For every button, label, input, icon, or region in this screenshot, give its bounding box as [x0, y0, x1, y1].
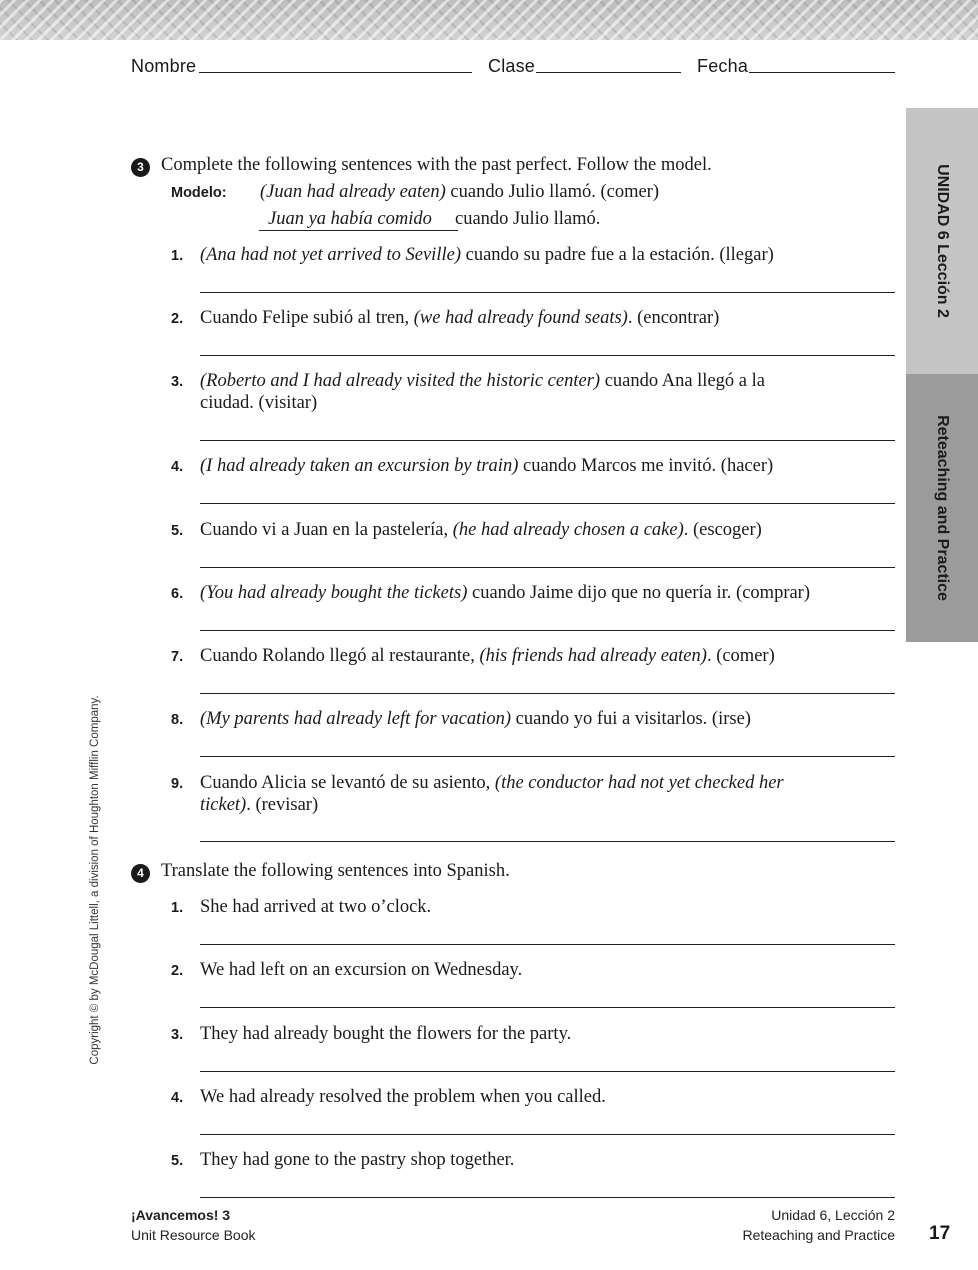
answer-line[interactable]: [200, 1134, 895, 1135]
item-number: 4.: [171, 459, 184, 475]
answer-line[interactable]: [200, 630, 895, 631]
clase-label: Clase: [488, 56, 536, 76]
answer-line[interactable]: [200, 756, 895, 757]
footer-section: Reteaching and Practice: [742, 1227, 895, 1243]
item-number: 8.: [171, 712, 184, 728]
answer-line[interactable]: [200, 841, 895, 842]
item-number: 3.: [171, 1027, 184, 1043]
fecha-field[interactable]: [749, 72, 895, 73]
prompt-italic: (he had already chosen a cake): [452, 520, 684, 540]
prompt-text: . (comer): [706, 646, 775, 666]
activity-3-number: 3: [131, 158, 150, 177]
item-prompt: [200, 772, 830, 816]
prompt-text: Cuando vi a Juan en la pastelería,: [200, 520, 453, 540]
item-prompt: [200, 307, 850, 329]
item-number: 4.: [171, 1090, 184, 1106]
modelo-label: Modelo:: [171, 185, 227, 201]
side-tab-unit: [906, 108, 978, 374]
decorative-top-band: [0, 0, 978, 40]
clase-field[interactable]: [536, 72, 681, 73]
item-number: 3.: [171, 374, 184, 390]
footer-unit-info: Unidad 6, Lección 2: [771, 1207, 895, 1223]
answer-line[interactable]: [200, 503, 895, 504]
prompt-italic: (I had already taken an excursion by train): [200, 456, 519, 476]
nombre-label: Nombre: [131, 56, 197, 76]
modelo-prompt-italic: (Juan had already eaten): [260, 182, 446, 202]
item-prompt: [200, 244, 850, 266]
item-number: 1.: [171, 900, 184, 916]
activity-3-instruction: Complete the following sentences with the past perfect. Follow the model.: [161, 155, 712, 175]
item-prompt: We had left on an excursion on Wednesday.: [200, 960, 523, 980]
prompt-text: cuando Marcos me invitó. (hacer): [518, 456, 774, 476]
answer-line[interactable]: [200, 567, 895, 568]
answer-line[interactable]: [200, 1071, 895, 1072]
nombre-field[interactable]: [199, 72, 472, 73]
side-tab-unit-label: UNIDAD 6 Lección 2: [934, 164, 951, 318]
prompt-italic: (Ana had not yet arrived to Seville): [200, 245, 461, 265]
item-prompt: We had already resolved the problem when you called.: [200, 1087, 606, 1107]
item-number: 6.: [171, 586, 184, 602]
item-prompt: [200, 519, 850, 541]
answer-line[interactable]: [200, 693, 895, 694]
activity-4-instruction: Translate the following sentences into Spanish.: [161, 861, 510, 881]
item-number: 7.: [171, 649, 184, 665]
prompt-text: . (encontrar): [627, 308, 720, 328]
prompt-text: cuando yo fui a visitarlos. (irse): [511, 709, 751, 729]
side-tab-section-label: Reteaching and Practice: [934, 415, 951, 601]
item-number: 2.: [171, 963, 184, 979]
answer-line[interactable]: [200, 292, 895, 293]
prompt-text: Cuando Rolando llegó al restaurante,: [200, 646, 480, 666]
fecha-label: Fecha: [697, 56, 749, 76]
modelo-answer-rest: cuando Julio llamó.: [455, 209, 601, 229]
page-number: 17: [929, 1223, 951, 1244]
answer-line[interactable]: [200, 440, 895, 441]
prompt-italic: (his friends had already eaten): [479, 646, 707, 666]
item-number: 2.: [171, 311, 184, 327]
answer-line[interactable]: [200, 355, 895, 356]
item-number: 5.: [171, 1153, 184, 1169]
prompt-italic: (My parents had already left for vacation): [200, 709, 512, 729]
item-prompt: They had gone to the pastry shop together.: [200, 1150, 515, 1170]
prompt-text: . (revisar): [246, 795, 319, 815]
item-prompt: [200, 645, 850, 667]
modelo-prompt-rest: cuando Julio llamó. (comer): [445, 182, 659, 202]
prompt-text: cuando Ana llegó a la ciudad. (visitar): [200, 371, 765, 413]
modelo-answer: Juan ya había comido: [259, 208, 458, 231]
footer-book-title: ¡Avancemos! 3: [131, 1207, 231, 1223]
prompt-text: . (escoger): [683, 520, 762, 540]
item-number: 5.: [171, 523, 184, 539]
activity-4-number: 4: [131, 864, 150, 883]
item-number: 9.: [171, 776, 184, 792]
side-tab-section: [906, 374, 978, 642]
modelo-prompt: [260, 182, 659, 203]
prompt-italic: (You had already bought the tickets): [200, 583, 468, 603]
prompt-text: cuando Jaime dijo que no quería ir. (comprar): [467, 583, 811, 603]
item-prompt: They had already bought the flowers for the party.: [200, 1024, 572, 1044]
item-number: 1.: [171, 248, 184, 264]
prompt-text: cuando su padre fue a la estación. (llegar): [460, 245, 774, 265]
prompt-italic: (we had already found seats): [413, 308, 628, 328]
prompt-italic: (Roberto and I had already visited the historic center): [200, 371, 601, 391]
footer-book-subtitle: Unit Resource Book: [131, 1227, 256, 1243]
item-prompt: She had arrived at two o’clock.: [200, 897, 432, 917]
item-prompt: [200, 370, 820, 414]
answer-line[interactable]: [200, 1197, 895, 1198]
answer-line[interactable]: [200, 1007, 895, 1008]
prompt-text: Cuando Alicia se levantó de su asiento,: [200, 773, 495, 793]
item-prompt: [200, 582, 880, 604]
prompt-text: Cuando Felipe subió al tren,: [200, 308, 414, 328]
copyright-notice: Copyright © by McDougal Littell, a division of Houghton Mifflin Company.: [89, 695, 101, 1065]
item-prompt: [200, 455, 850, 477]
item-prompt: [200, 708, 850, 730]
answer-line[interactable]: [200, 944, 895, 945]
prompt-italic: (the conductor had not yet checked her ticket): [200, 773, 784, 815]
